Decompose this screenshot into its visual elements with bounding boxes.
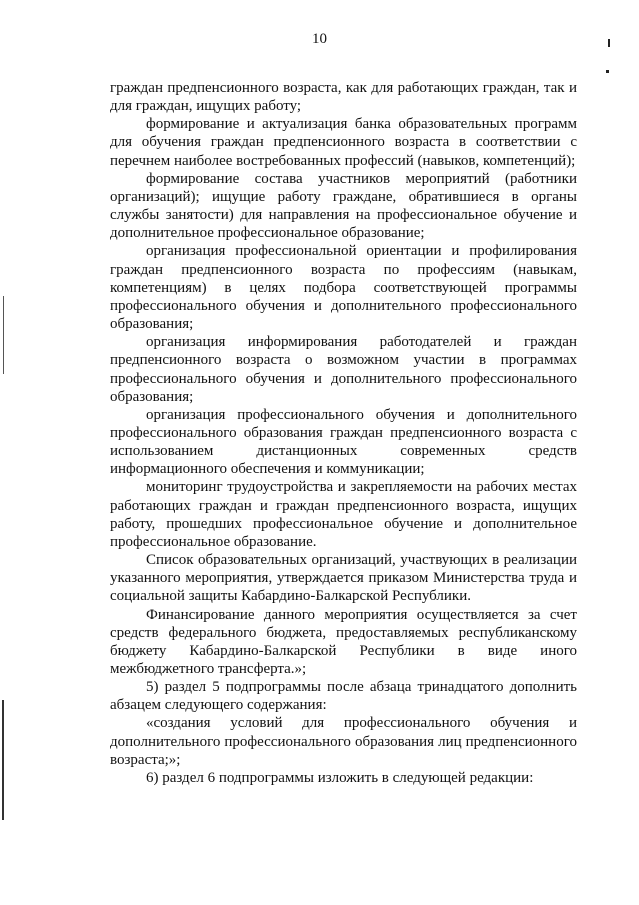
binding-mark-left — [2, 700, 4, 820]
page-number: 10 — [312, 31, 327, 47]
paragraph-informing-employers: организация информирования работодателей и граждан предпенсионного возраста о возможном участии в программах профессионального обучения и дополнительного профессионального образования; — [110, 334, 577, 405]
scan-mark-left-edge — [3, 296, 4, 374]
paragraph-quoted-insertion: «создания условий для профессионального обучения и дополнительного профессионального образования лиц предпенсионного возраста;»; — [110, 715, 577, 768]
paragraph-education-programs-bank: формирование и актуализация банка образовательных программ для обучения граждан предпенсионного возраста в соответствии с перечнем наиболее востребованных профессий (навыков, компетенций); — [110, 116, 577, 169]
paragraph-continuation: граждан предпенсионного возраста, как для работающих граждан, так и для граждан, ищущих работу; — [110, 80, 577, 115]
paragraph-amendment-section-5: 5) раздел 5 подпрограммы после абзаца тринадцатого дополнить абзацем следующего содержания: — [110, 679, 577, 714]
paragraph-amendment-section-6: 6) раздел 6 подпрограммы изложить в следующей редакции: — [146, 769, 534, 786]
paragraph-participants-composition: формирование состава участников мероприятий (работники организаций); ищущие работу граждане, обратившиеся в органы службы занятости) для направления на профессиональное обучение и дополнительное профессиональное образование; — [110, 170, 577, 242]
paragraph-career-guidance: организация профессиональной ориентации и профилирования граждан предпенсионного возраста по профессиям (навыкам, компетенциям) в целях подбора соответствующей программы профессионального обучения и дополнительного профессионального образования; — [110, 243, 577, 333]
paragraph-employment-monitoring: мониторинг трудоустройства и закрепляемости на рабочих местах работающих граждан и граждан предпенсионного возраста, ищущих работу, прошедших профессиональное обучение и дополнительное профессиональное образование. — [110, 479, 577, 550]
paragraph-organizations-list: Список образовательных организаций, участвующих в реализации указанного мероприятия, утверждается приказом Министерства труда и социальной защиты Кабардино-Балкарской Республики. — [110, 552, 577, 605]
scan-mark-top-right — [608, 39, 610, 47]
paragraph-distance-training: организация профессионального обучения и дополнительного профессионального образования граждан предпенсионного возраста с использованием дистанционных современных средств информационного обеспечения и коммуникации; — [110, 406, 577, 478]
paragraph-financing: Финансирование данного мероприятия осуществляется за счет средств федерального бюджета, предоставляемых республиканскому бюджету Кабардино-Балкарской Республики в виде иного межбюджетного трансферта.»; — [110, 606, 577, 677]
scan-mark-right — [606, 70, 609, 73]
document-body — [110, 79, 577, 787]
